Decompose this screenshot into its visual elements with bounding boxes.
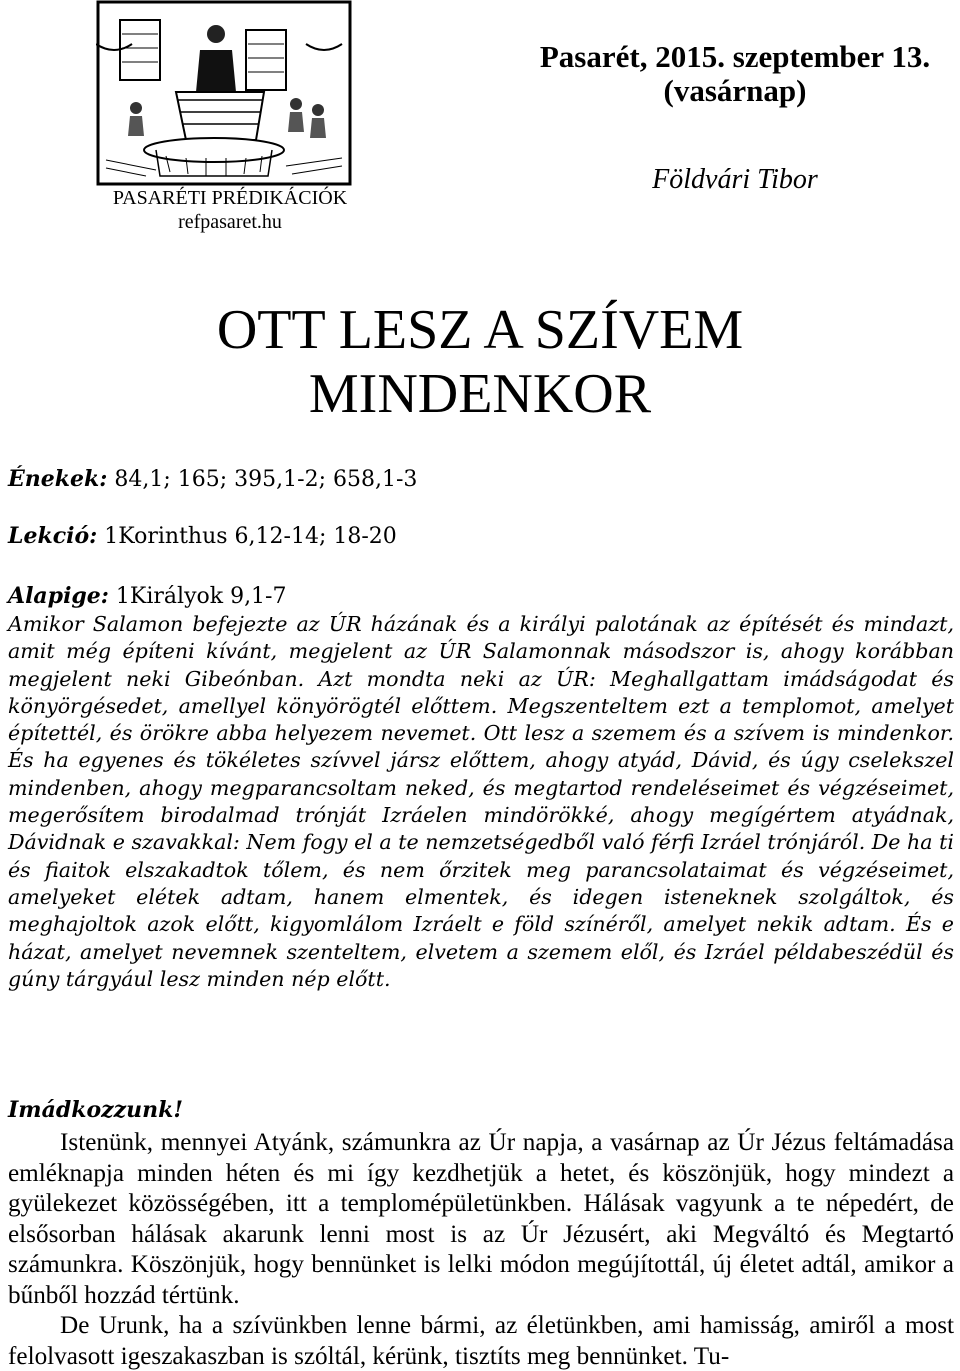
scripture-part-2: És ha egyenes és tökéletes szívvel jársz előttem, ahogy atyád, Dávid, és úgy cselekszel mindenben, ahogy megparancsoltam neked, és megtartod rendeléseimet és végzéseimet, megerősítem birodalmad trónját Izráelen mindörökké, ahogy megígértem atyádnak, Dávidnak e szavakkal: Nem fogy el a te nemzetségedből való férfi Izráel trónjáról. De ha ti és fiaitok elszakadtok tőlem, és nem őrzitek meg parancsolataimat és végzéseimet, amelyeket elétek adtam, hanem elmentek, és idegen isteneknek szolgáltok, és meghajoltok azok előtt, kigyomlálom Izráelt e föld színéről, amelyet nekik adtam. És e házat, amelyet nevemnek szenteltem, elvetem a szemem elől, és Izráel példabeszédül és gúny tárgyául lesz minden nép előtt. xyxy=(8,748,954,991)
base-verse-row xyxy=(8,583,286,610)
prayer-text xyxy=(8,1128,954,1371)
series-header xyxy=(60,186,400,234)
prayer-paragraph: De Urunk, ha a szívünkben lenne bármi, az életünkben, ami hamisság, amiről a most felolvasott igeszakaszban is szóltál, kérünk, tisztíts meg bennünket. Tu- xyxy=(8,1312,954,1370)
sermon-title xyxy=(100,298,860,426)
lection-label: Lekció: xyxy=(8,523,98,549)
prayer-paragraph: Istenünk, mennyei Atyánk, számunkra az Úr napja, a vasárnap az Úr Jézus feltámadása emléknapja minden héten és mi így kezdhetjük a hetet, és köszönjük, hogy mindezt a gyülekezet közösségében, itt a templomépületünkben. Hálásak vagyunk a te népedért, de elsősorban hálásak akarunk lenni most is az Úr Jézusért, aki Megváltó és Megtartó számunkra. Köszönjük, hogy bennünket is lelki módon megújítottál, új életet adtál, amikor a bűnből hozzád tértünk. xyxy=(8,1129,954,1309)
base-verse-label: Alapige: xyxy=(8,583,109,609)
date-line: Pasarét, 2015. szeptember 13. xyxy=(539,39,931,74)
songs-value: 84,1; 165; 395,1-2; 658,1-3 xyxy=(107,467,418,492)
scripture-part-1: Amikor Salamon befejezte az ÚR házának és a királyi palotának az építését és mindazt, amit még építeni kívánt, megjelent az ÚR Salamonnak másodszor is, ahogy korábban megjelent neki Gibeónban. Azt mondta neki az ÚR: Meghallgattam imádságodat és könyörgésedet, amellyel könyörögtél előttem. Megszenteltem ezt a templomot, amelyet építettél, és örökre abba helyezem nevemet. Ott lesz a szemem és a szívem is mindenkor. xyxy=(8,612,954,746)
lection-row xyxy=(8,523,397,550)
weekday-line: (vasárnap) xyxy=(663,73,807,108)
series-name: PASARÉTI PRÉDIKÁCIÓK xyxy=(112,187,348,209)
songs-label: Énekek: xyxy=(8,466,108,492)
scripture-text xyxy=(8,611,954,993)
base-verse-value: 1Királyok 9,1-7 xyxy=(108,584,287,609)
title-line-2: MINDENKOR xyxy=(308,363,652,425)
title-line-1: OTT LESZ A SZÍVEM xyxy=(216,299,744,361)
site-link[interactable]: refpasaret.hu xyxy=(178,211,282,233)
date-block xyxy=(470,40,960,108)
prayer-heading: Imádkozzunk! xyxy=(8,1097,184,1123)
pulpit-illustration xyxy=(96,0,352,186)
author-name: Földvári Tibor xyxy=(652,164,818,195)
lection-value: 1Korinthus 6,12-14; 18-20 xyxy=(97,524,397,549)
songs-row xyxy=(8,466,417,493)
